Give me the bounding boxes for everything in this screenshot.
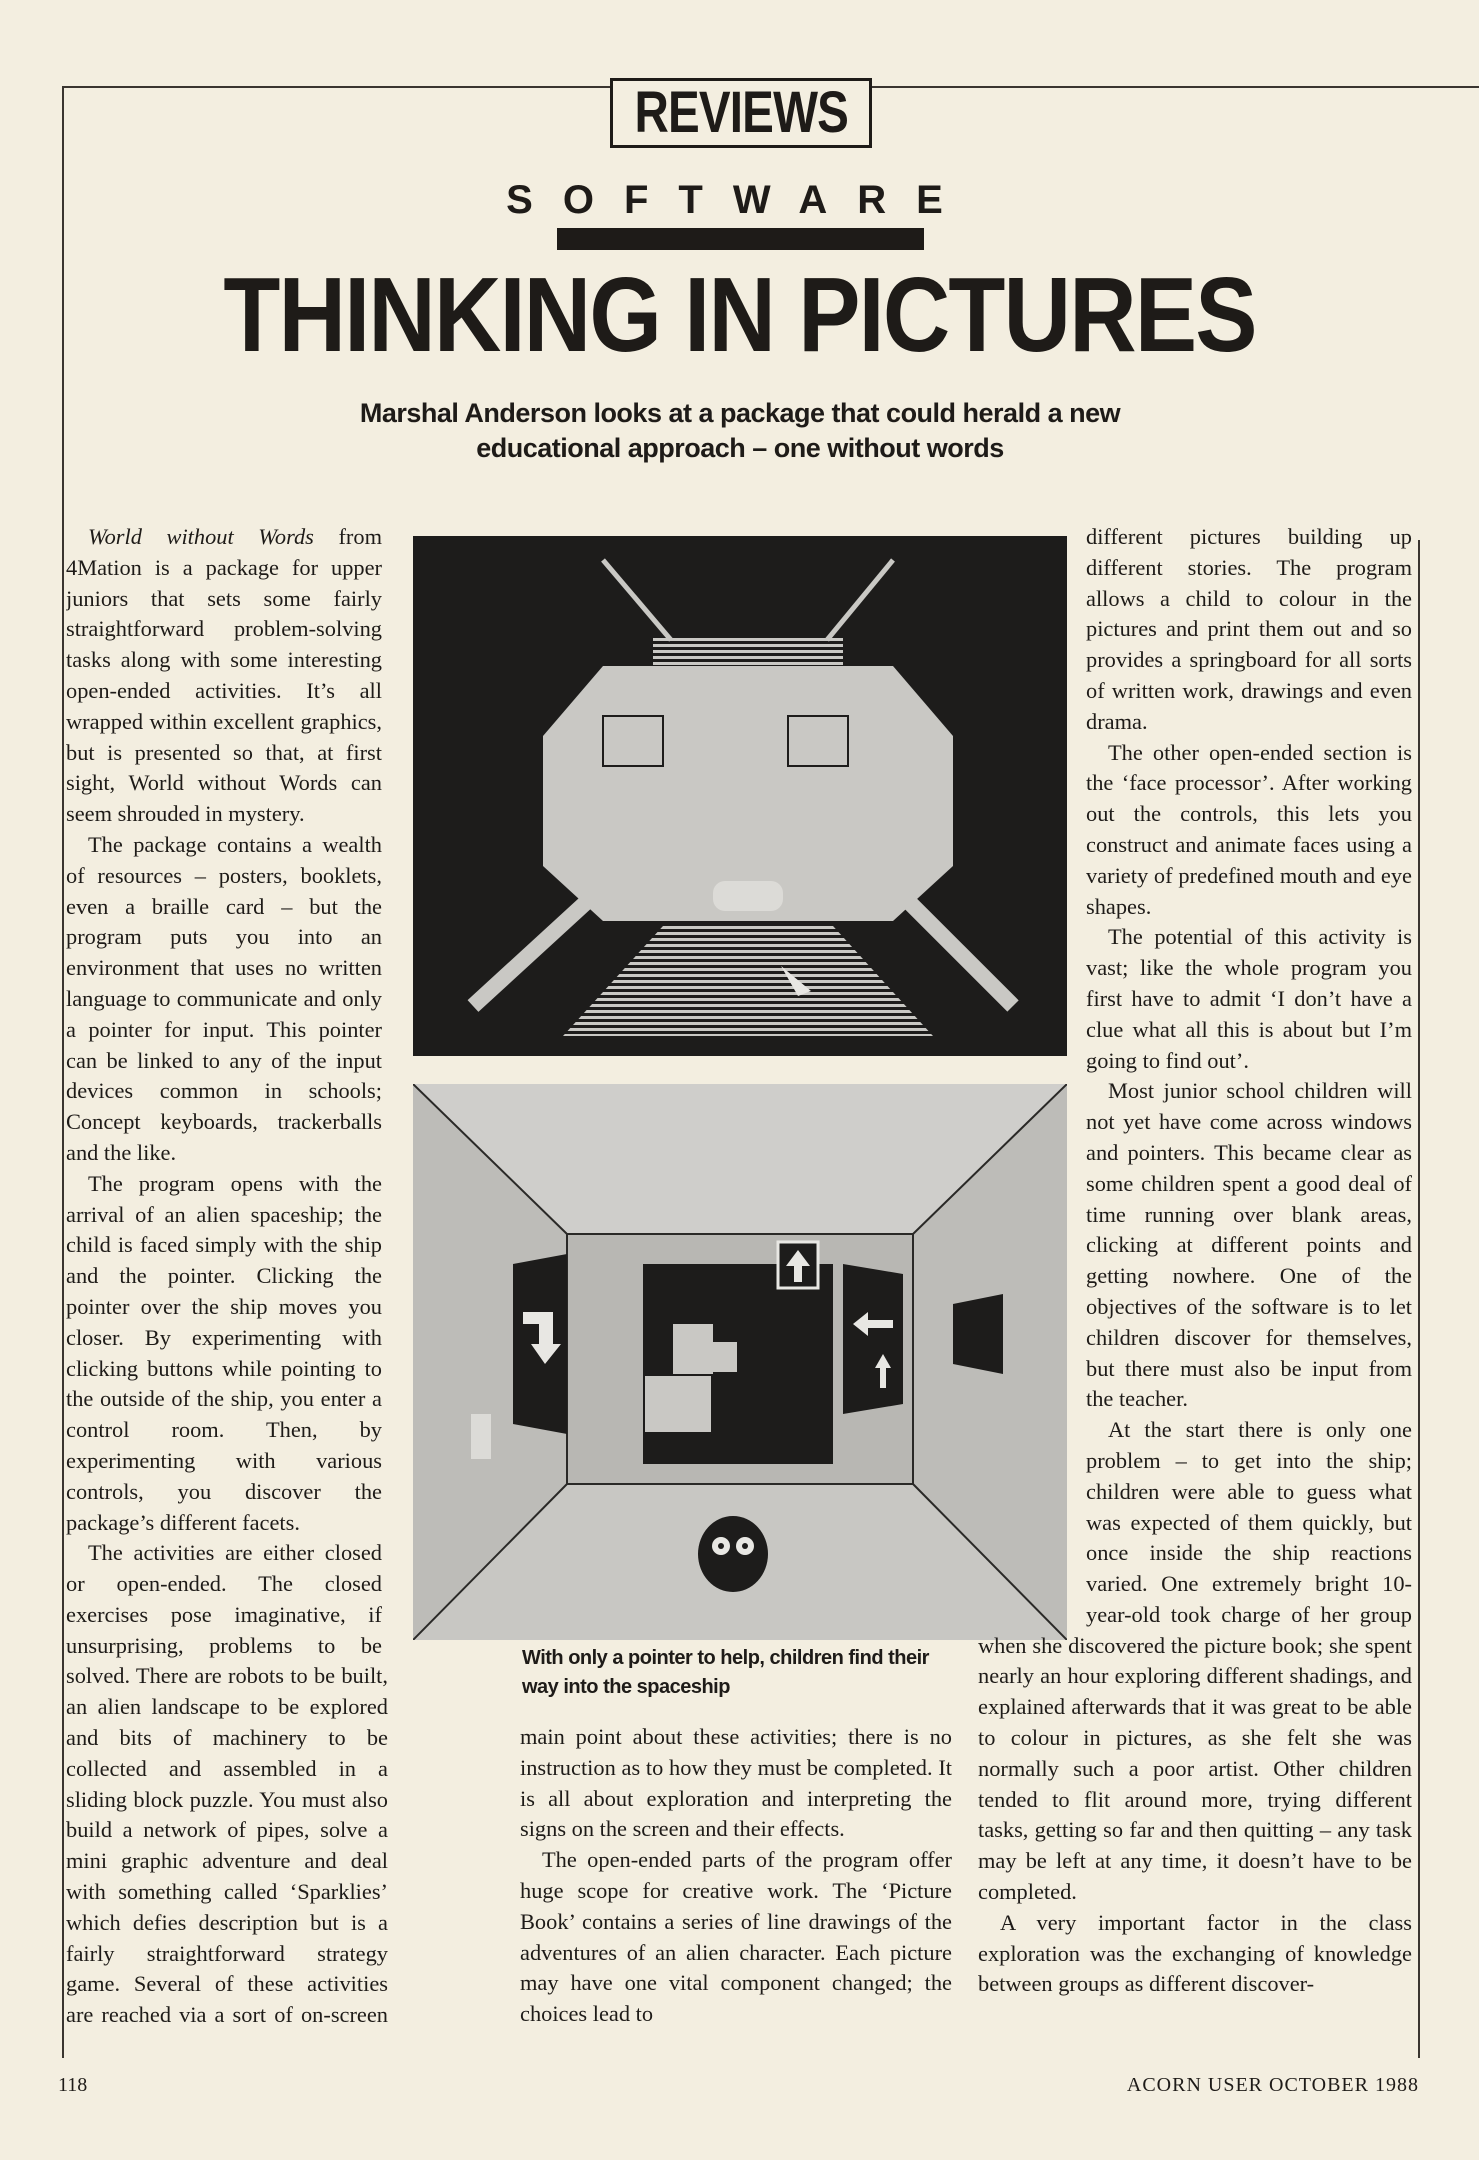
paragraph: The other open-ended section is the ‘face processor’. After working out the controls, this lets you construct and animate faces using a variety of predefined mouth and eye shapes. [1086, 739, 1412, 919]
article-column-3 [978, 522, 1412, 2057]
title-italic: World without Words [88, 524, 314, 549]
ship-leg-left [473, 896, 593, 1006]
ship-ramp [563, 926, 933, 1036]
section-box-label: REVIEWS [634, 80, 848, 145]
antenna-right [827, 560, 893, 640]
column-rule-right [1418, 540, 1420, 2058]
image-caption: With only a pointer to help, children find their way into the spaceship [522, 1647, 929, 1698]
section-label: SOFTWARE [506, 178, 973, 222]
spaceship-illustration [413, 536, 1067, 1056]
screenshot-spaceship [413, 536, 1067, 1056]
article-column-1 [66, 522, 388, 2027]
page-number: 118 [58, 2074, 88, 2096]
magazine-folio: ACORN USER OCTOBER 1988 [1126, 2074, 1419, 2096]
right-wall-panel [843, 1264, 903, 1414]
ship-window-right [788, 716, 848, 766]
header-rule-left [64, 86, 612, 88]
paragraph [66, 522, 388, 830]
screenshot-control-room [413, 1084, 1067, 1640]
paragraph: main point about these activities; there is no instruction as to how they must be completed. It is all about exploration and interpreting the signs on the screen and their effects. [520, 1724, 952, 1842]
paragraph: The program opens with the arrival of an alien spaceship; the child is faced simply with the ship and the pointer. Clicking the pointer over the ship moves you closer. By experimenting with clicking buttons while pointing to the outside of the ship, you enter a control room. Then, by experimenting with various controls, you discover the package’s different facets. [66, 1170, 382, 1535]
jar-icon [713, 1342, 737, 1372]
ship-top-vent [653, 636, 843, 666]
article-column-2 [520, 1722, 952, 2052]
wave-icon [645, 1376, 711, 1432]
header-rule-right [870, 86, 1479, 88]
column-rule-left [62, 86, 64, 2058]
ship-window-left [603, 716, 663, 766]
paragraph: The package contains a wealth of resources – posters, booklets, even a braille card – but the program puts you into an environment that uses no written language to communicate and only a pointer for input. This pointer can be linked to any of the input devices common in schools; Concept keyboards, trackerballs and the like. [66, 831, 382, 1165]
paragraph: The open-ended parts of the program offer huge scope for creative work. The ‘Picture Book’ contains a series of line drawings of the adventures of an alien character. Each picture may have one vital component changed; the choices lead to [520, 1847, 952, 2027]
headline: THINKING IN PICTURES [223, 256, 1256, 374]
bottle-icon [673, 1324, 713, 1374]
paragraph: The activities are either closed or open-ended. The closed exercises pose imaginative, if unsurprising, problems to be solved. There are robots to be built, an alien landscape to be explored and bits of machinery to be collected and assembled in a sliding block puzzle. You must also build a network of pipes, solve a mini graphic adventure and deal with something called ‘Sparklies’ which defies description but is a fairly straightforward strategy game. Several of these activities are reached via a sort of on-screen [66, 1540, 388, 2027]
left-wall-slot [471, 1414, 491, 1459]
paragraph: The potential of this activity is vast; like the whole program you first have to admit ‘I don’t have a clue what all this is about but I’m going to find out’. [1086, 924, 1412, 1073]
section-box [610, 78, 872, 148]
paragraph: A very important factor in the class exploration was the exchanging of knowledge between groups as different discover- [978, 1909, 1412, 1997]
standfirst: Marshal Anderson looks at a package that could herald a new educational approach – one without words [359, 398, 1121, 463]
paragraph-text: from 4Mation is a package for upper juniors that sets some fairly straightforward problem-solving tasks along with some interesting open-ended activities. It’s all wrapped within excellent graphics, but is presented so that, at first sight, World without Words can seem shrouded in mystery. [66, 524, 382, 827]
paragraph: Most junior school children will not yet have come across windows and pointers. This became clear as some children spent a good deal of time running over blank areas, clicking at different points and getting nowhere. One of the objectives of the software is to let children discover for themselves, but there must also be input from the teacher. [1086, 1078, 1412, 1412]
section-bar [557, 228, 924, 250]
antenna-left [603, 560, 671, 640]
ship-hatch [713, 881, 783, 911]
paragraph: At the start there is only one problem – to get into the ship; children were able to guess what was expected of them quickly, but once inside the ship reactions varied. One extremely bright 10-year-old took charge of her group when she discovered the picture book; she spent nearly an hour exploring different shadings, and explained afterwards that it was great to be able to colour in pictures, as she felt she was normally such a poor artist. Other children tended to flit around more, trying different tasks, getting so far and then quitting – any task may be left at any time, it doesn’t have to be completed. [978, 1417, 1412, 1905]
alien-character [698, 1516, 768, 1592]
central-panel [643, 1264, 833, 1464]
paragraph: different pictures building up different stories. The program allows a child to colour in the pictures and print them out and so provides a springboard for all sorts of written work, drawings and even drama. [1086, 524, 1412, 734]
control-room-illustration [413, 1084, 1067, 1640]
